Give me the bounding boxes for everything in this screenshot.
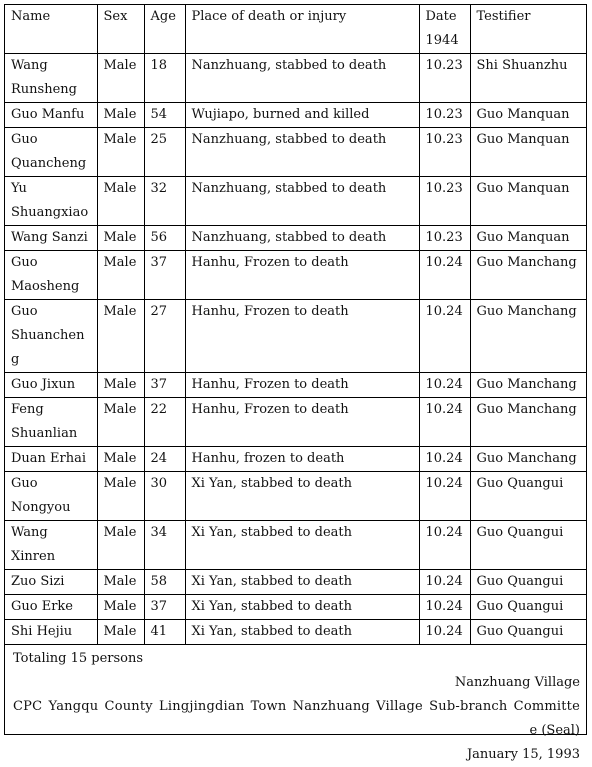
cell-testifier: Guo Quangui [470, 595, 586, 620]
cell-testifier: Guo Quangui [470, 620, 586, 645]
cell-testifier: Guo Manchang [470, 447, 586, 472]
table-row [5, 398, 586, 447]
cell-age: 58 [144, 570, 185, 595]
cell-place: Nanzhuang, stabbed to death [185, 54, 419, 103]
cell-sex: Male [97, 620, 144, 645]
cell-place: Hanhu, frozen to death [185, 447, 419, 472]
cell-age: 41 [144, 620, 185, 645]
cell-place: Xi Yan, stabbed to death [185, 521, 419, 570]
cell-testifier: Guo Manchang [470, 251, 586, 300]
cell-age: 25 [144, 128, 185, 177]
cell-name: Guo Shuancheng [5, 300, 97, 373]
cell-sex: Male [97, 472, 144, 521]
table-row [5, 128, 586, 177]
cell-name: Guo Jixun [5, 373, 97, 398]
cell-testifier: Guo Manchang [470, 373, 586, 398]
cell-name: Yu Shuangxiao [5, 177, 97, 226]
cell-sex: Male [97, 177, 144, 226]
cell-place: Xi Yan, stabbed to death [185, 472, 419, 521]
cell-name: Zuo Sizi [5, 570, 97, 595]
committee-name-line1: CPC Yangqu County Lingjingdian Town Nanzhuang Village Sub-branch Committe [13, 699, 580, 714]
cell-date: 10.24 [419, 398, 470, 447]
cell-place: Hanhu, Frozen to death [185, 398, 419, 447]
cell-sex: Male [97, 251, 144, 300]
cell-testifier: Guo Manchang [470, 300, 586, 373]
cell-name: Duan Erhai [5, 447, 97, 472]
cell-name: Guo Erke [5, 595, 97, 620]
table-header-row [5, 5, 586, 54]
cell-testifier: Guo Manquan [470, 128, 586, 177]
table-row [5, 226, 586, 251]
cell-date: 10.24 [419, 595, 470, 620]
cell-date: 10.24 [419, 521, 470, 570]
cell-sex: Male [97, 447, 144, 472]
cell-age: 30 [144, 472, 185, 521]
header-sex: Sex [97, 5, 144, 54]
cell-testifier: Guo Quangui [470, 570, 586, 595]
cell-name: Guo Nongyou [5, 472, 97, 521]
cell-name: Wang Sanzi [5, 226, 97, 251]
cell-name: Guo Quancheng [5, 128, 97, 177]
document-footer [5, 645, 586, 767]
cell-sex: Male [97, 570, 144, 595]
table-row [5, 570, 586, 595]
cell-sex: Male [97, 521, 144, 570]
cell-sex: Male [97, 595, 144, 620]
table-row [5, 54, 586, 103]
cell-name: Guo Maosheng [5, 251, 97, 300]
cell-age: 32 [144, 177, 185, 226]
signature-date: January 15, 1993 [466, 747, 580, 762]
cell-name: Wang Runsheng [5, 54, 97, 103]
cell-date: 10.24 [419, 472, 470, 521]
cell-sex: Male [97, 373, 144, 398]
cell-name: Guo Manfu [5, 103, 97, 128]
cell-age: 56 [144, 226, 185, 251]
village-name: Nanzhuang Village [454, 675, 580, 690]
cell-place: Xi Yan, stabbed to death [185, 620, 419, 645]
cell-testifier: Shi Shuanzhu [470, 54, 586, 103]
committee-name-line2: e (Seal) [529, 723, 580, 738]
cell-name: Feng Shuanlian [5, 398, 97, 447]
cell-sex: Male [97, 54, 144, 103]
cell-sex: Male [97, 300, 144, 373]
cell-date: 10.24 [419, 447, 470, 472]
cell-sex: Male [97, 398, 144, 447]
table-row [5, 472, 586, 521]
cell-age: 27 [144, 300, 185, 373]
table-row [5, 373, 586, 398]
cell-testifier: Guo Quangui [470, 472, 586, 521]
cell-age: 37 [144, 373, 185, 398]
table-row [5, 447, 586, 472]
cell-testifier: Guo Manchang [470, 398, 586, 447]
cell-testifier: Guo Quangui [470, 521, 586, 570]
header-date: Date 1944 [419, 5, 470, 54]
table-row [5, 103, 586, 128]
cell-date: 10.23 [419, 54, 470, 103]
cell-age: 54 [144, 103, 185, 128]
header-name: Name [5, 5, 97, 54]
cell-date: 10.23 [419, 128, 470, 177]
header-age: Age [144, 5, 185, 54]
cell-age: 24 [144, 447, 185, 472]
header-testifier: Testifier [470, 5, 586, 54]
cell-testifier: Guo Manquan [470, 103, 586, 128]
cell-place: Hanhu, Frozen to death [185, 251, 419, 300]
cell-age: 22 [144, 398, 185, 447]
cell-sex: Male [97, 226, 144, 251]
cell-age: 18 [144, 54, 185, 103]
table-row [5, 251, 586, 300]
cell-date: 10.23 [419, 226, 470, 251]
table-row [5, 177, 586, 226]
cell-sex: Male [97, 103, 144, 128]
cell-testifier: Guo Manquan [470, 226, 586, 251]
cell-place: Nanzhuang, stabbed to death [185, 226, 419, 251]
document [4, 4, 587, 762]
total-count: Totaling 15 persons [13, 651, 144, 666]
cell-place: Xi Yan, stabbed to death [185, 595, 419, 620]
cell-testifier: Guo Manquan [470, 177, 586, 226]
table-row [5, 521, 586, 570]
cell-place: Nanzhuang, stabbed to death [185, 177, 419, 226]
cell-date: 10.23 [419, 103, 470, 128]
table-row [5, 620, 586, 645]
header-place: Place of death or injury [185, 5, 419, 54]
table-row [5, 300, 586, 373]
cell-place: Hanhu, Frozen to death [185, 300, 419, 373]
cell-age: 34 [144, 521, 185, 570]
cell-age: 37 [144, 595, 185, 620]
cell-sex: Male [97, 128, 144, 177]
cell-place: Hanhu, Frozen to death [185, 373, 419, 398]
cell-place: Nanzhuang, stabbed to death [185, 128, 419, 177]
cell-date: 10.24 [419, 300, 470, 373]
cell-place: Wujiapo, burned and killed [185, 103, 419, 128]
cell-date: 10.24 [419, 620, 470, 645]
cell-date: 10.24 [419, 251, 470, 300]
cell-name: Wang Xinren [5, 521, 97, 570]
cell-date: 10.23 [419, 177, 470, 226]
cell-name: Shi Hejiu [5, 620, 97, 645]
casualty-table [5, 5, 586, 645]
cell-age: 37 [144, 251, 185, 300]
cell-place: Xi Yan, stabbed to death [185, 570, 419, 595]
table-row [5, 595, 586, 620]
cell-date: 10.24 [419, 570, 470, 595]
cell-date: 10.24 [419, 373, 470, 398]
